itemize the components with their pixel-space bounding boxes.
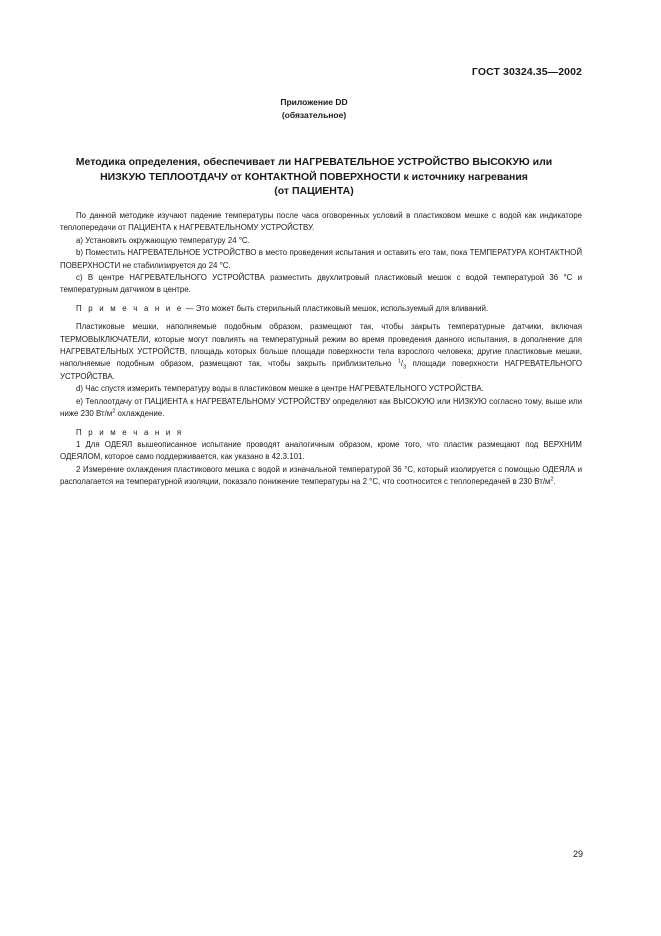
appendix-label: Приложение DD <box>280 97 348 107</box>
title-line-3: (от ПАЦИЕНТА) <box>274 185 354 197</box>
document-body <box>60 210 582 489</box>
step-e-text-2: охлаждение. <box>115 409 165 419</box>
fraction-numerator: 1 <box>397 358 401 365</box>
title-line-1: Методика определения, обеспечивает ли НАГРЕВАТЕЛЬНОЕ УСТРОЙСТВО ВЫСОКУЮ или <box>75 156 553 168</box>
bags-paragraph: Пластиковые мешки, наполняемые подобным образом, размещают так, чтобы закрыть температурные датчики, включая ТЕРМОВЫКЛЮЧАТЕЛИ, которые могут повлиять на температурный режим во время проведения данного испытания, в дополнение для НАГРЕВАТЕЛЬНЫХ УСТРОЙСТВ, площадь которых больше площади поверхности тела взрослого человека; другие пластиковые мешки, наполняемые подобным образом, размещают так, чтобы закрыть приблизительно $^1/_3$ площади поверхности НАГРЕВАТЕЛЬНОГО УСТРОЙСТВА. <box>60 322 582 381</box>
notes-heading <box>60 427 582 439</box>
appendix-status: (обязательное) <box>281 110 347 120</box>
note-2 <box>60 464 582 489</box>
document-title <box>40 155 588 199</box>
bags-text-1: Пластиковые мешки, наполняемые подобным образом, размещают так, чтобы закрыть температурные датчики, включая ТЕРМОВЫКЛЮЧАТЕЛИ, которые могут повлиять на температурный режим во время проведения данного испытания, в дополнение для НАГРЕВАТЕЛЬНЫХ УСТРОЙСТВ, площадь которых больше площади поверхности тела взрослого человека; другие пластиковые мешки, наполняемые подобным образом, размещают так, чтобы закрыть приблизительно <box>60 322 582 369</box>
step-e-text-1: е) Теплоотдачу от ПАЦИЕНТА к НАГРЕВАТЕЛЬНОМУ УСТРОЙСТВУ определяют как ВЫСОКУЮ или НИЗКУЮ согласно тому, выше или ниже 230 Вт/м <box>60 396 582 419</box>
note-2-text-1: 2 Измерение охлаждения пластикового мешка с водой и изначальной температурой 36 °С, который изолируется с помощью ОДЕЯЛА и располагается на температурной изоляции, показало понижение температуры на 2 °С, что соотносится с теплопередачей в 230 Вт/м <box>60 464 582 487</box>
step-b: b) Поместить НАГРЕВАТЕЛЬНОЕ УСТРОЙСТВО в место проведения испытания и оставить его там, пока ТЕМПЕРАТУРА КОНТАКТНОЙ ПОВЕРХНОСТИ не стабилизируется до 24 °С. <box>60 248 582 270</box>
step-a: а) Установить окружающую температуру 24 °С. <box>76 235 250 245</box>
note-2-text-2: . <box>553 477 556 487</box>
title-line-2: НИЗКУЮ ТЕПЛООТДАЧУ от КОНТАКТНОЙ ПОВЕРХНОСТИ к источнику нагревания <box>100 170 528 183</box>
page-number: 29 <box>572 849 583 859</box>
fraction-denominator: 3 <box>403 365 407 372</box>
note-1: 1 Для ОДЕЯЛ вышеописанное испытание проводят аналогичным образом, кроме того, что пластик размещают под ВЕРХНИМ ОДЕЯЛОМ, которое само поддерживается, как указано в 42.3.101. <box>60 439 582 462</box>
step-e <box>60 396 582 421</box>
note-2-superscript: 2 <box>550 476 554 483</box>
note-label: П р и м е ч а н и е <box>76 303 184 313</box>
step-e-superscript: 2 <box>112 408 116 415</box>
step-c: с) В центре НАГРЕВАТЕЛЬНОГО УСТРОЙСТВА разместить двухлитровый пластиковый мешок с водой температурой 36 °С и температурным датчиком в центре. <box>60 273 582 295</box>
notes-label: П р и м е ч а н и я <box>76 427 184 437</box>
note-text: — Это может быть стерильный пластиковый мешок, используемый для вливаний. <box>183 303 489 313</box>
bags-text-2: площади поверхности НАГРЕВАТЕЛЬНОГО УСТРОЙСТВА. <box>60 359 582 381</box>
standard-code: ГОСТ 30324.35—2002 <box>471 66 582 78</box>
step-d: d) Час спустя измерить температуру воды в пластиковом мешке в центре НАГРЕВАТЕЛЬНОГО УСТРОЙСТВА. <box>76 384 484 394</box>
appendix-heading <box>0 96 628 122</box>
note-paragraph <box>60 303 582 315</box>
intro-paragraph: По данной методике изучают падение температуры после часа оговоренных условий в пластиковом мешке с водой как индикаторе теплопередачи от ПАЦИЕНТА к НАГРЕВАТЕЛЬНОМУ УСТРОЙСТВУ. <box>60 211 582 233</box>
